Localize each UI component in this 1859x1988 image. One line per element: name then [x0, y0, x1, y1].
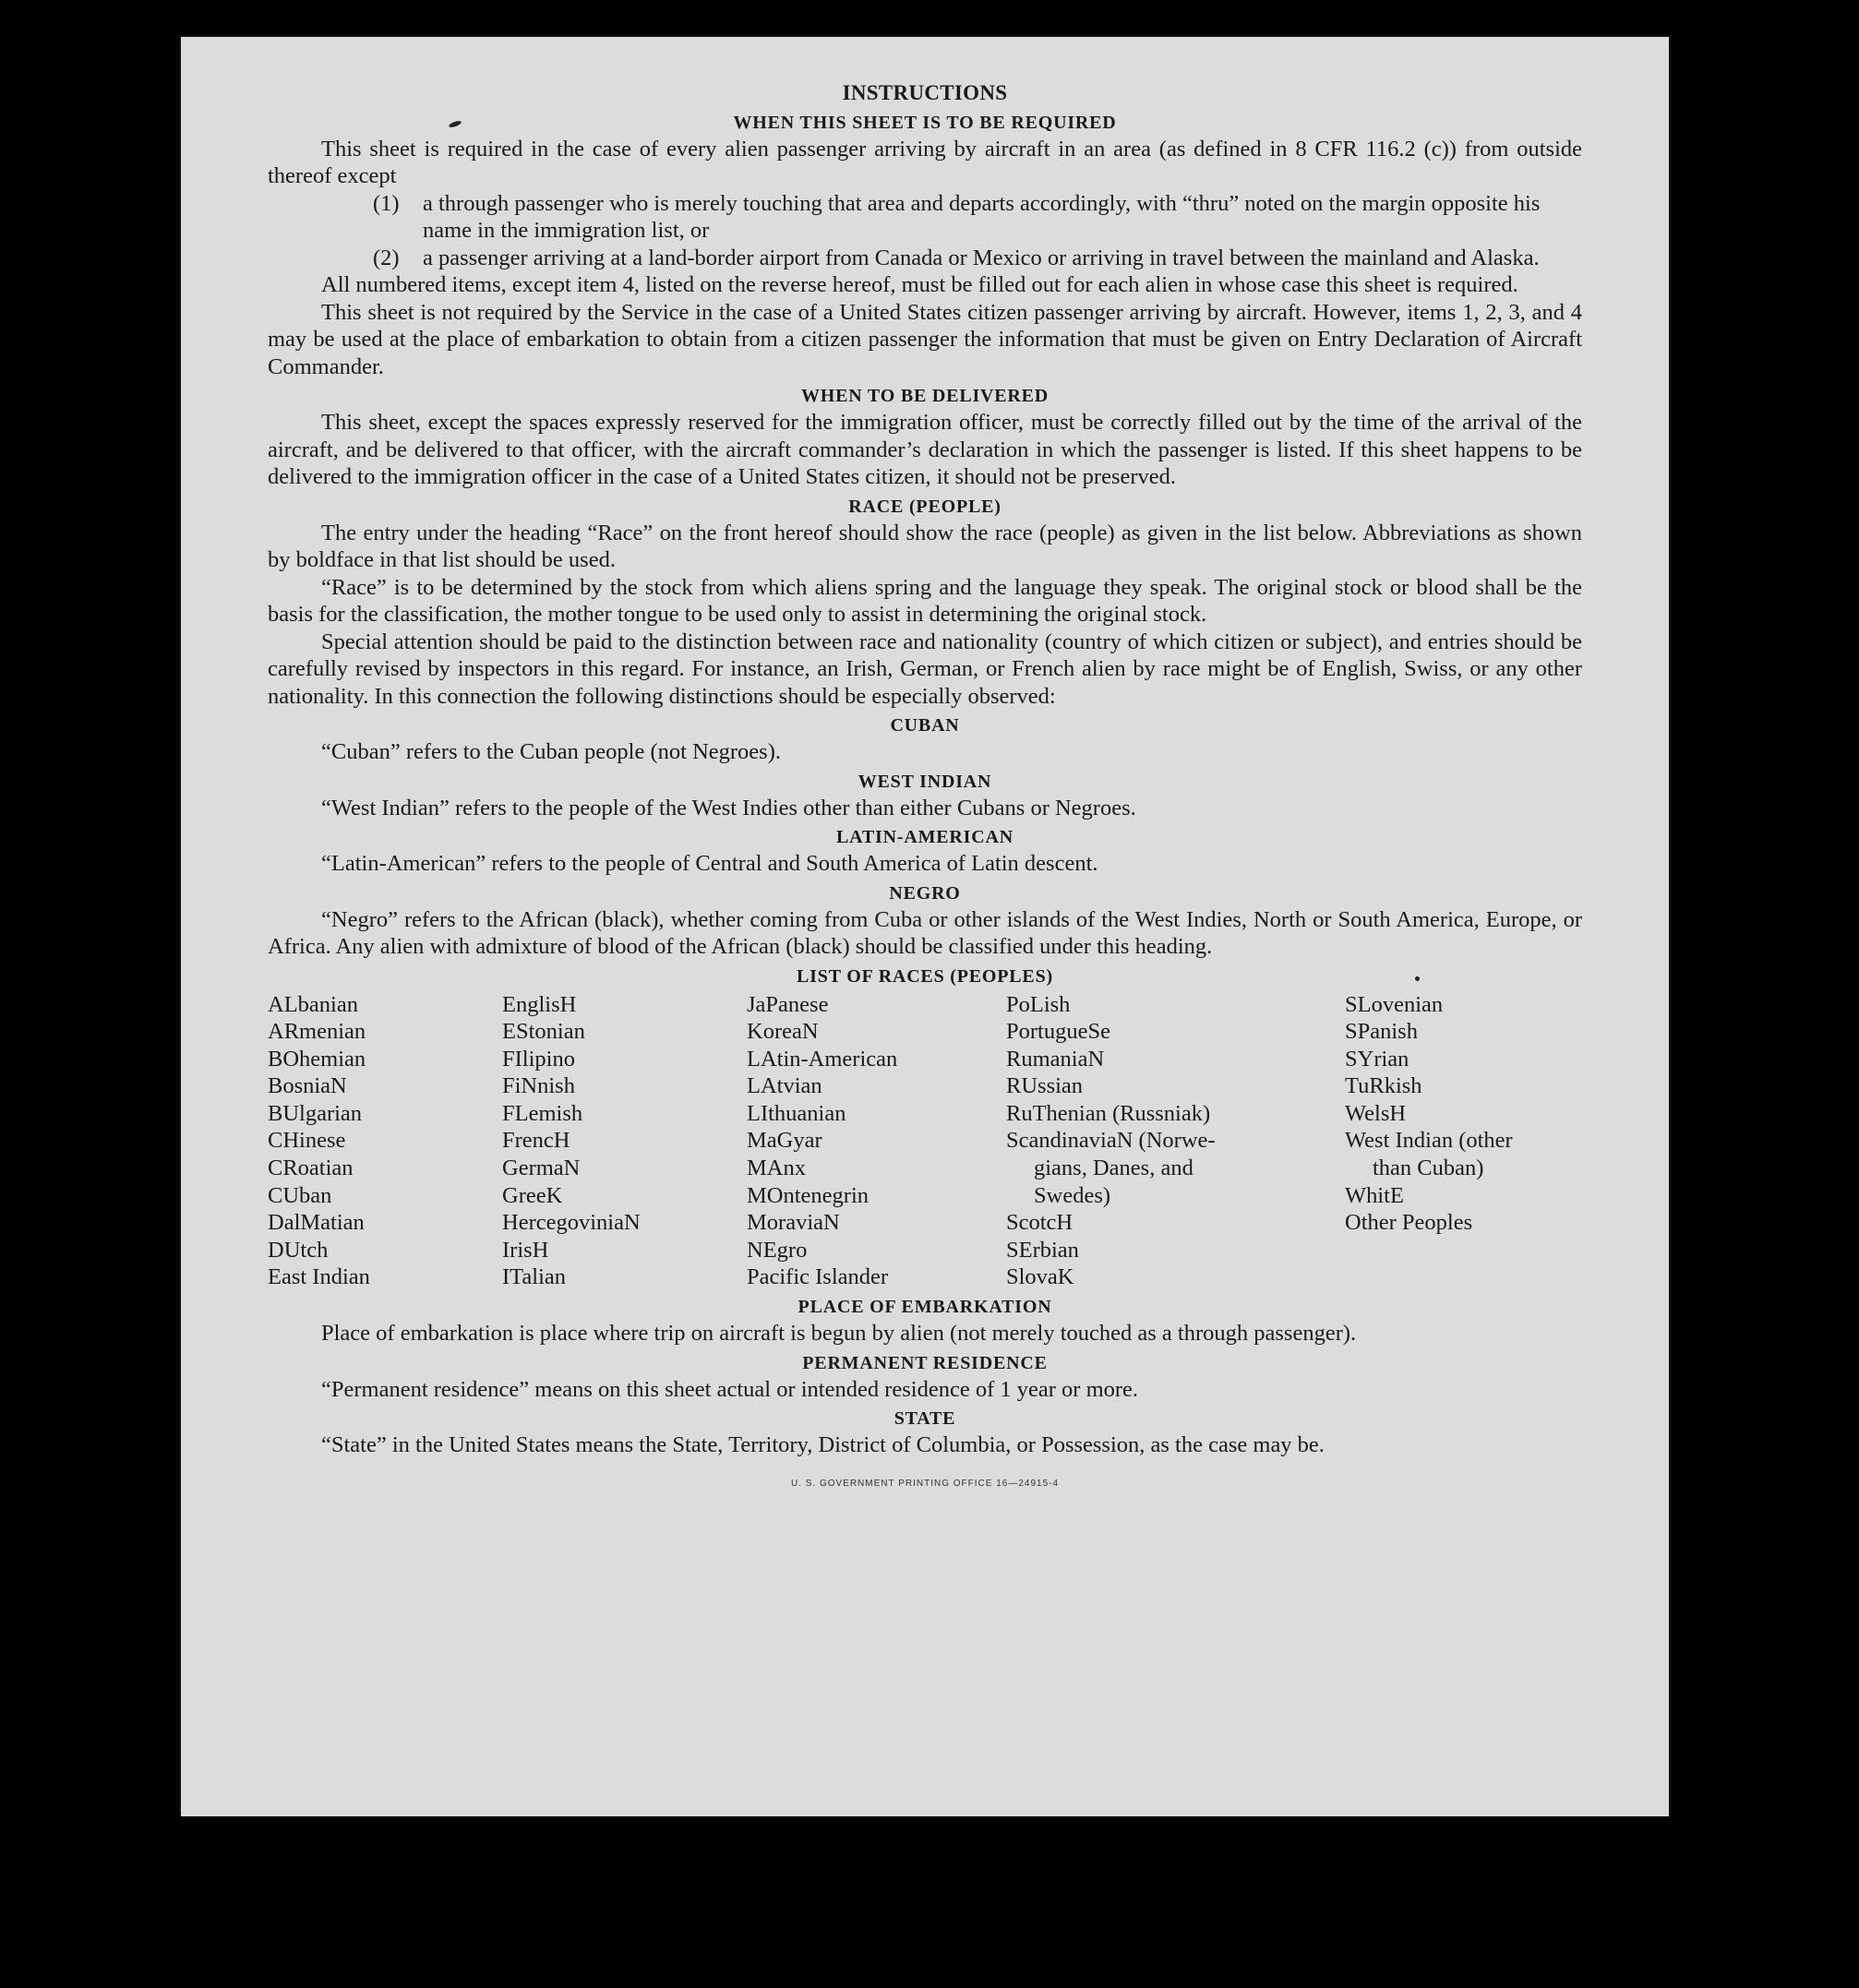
race-item: GreeK — [502, 1182, 563, 1208]
race-item: SLovenian — [1345, 991, 1444, 1017]
heading-permanent-residence: PERMANENT RESIDENCE — [802, 1352, 1048, 1373]
race-item-continued: than Cuban) — [1373, 1156, 1484, 1181]
race-item: GermaN — [502, 1156, 581, 1181]
race-item: RuThenian (Russniak) — [1006, 1100, 1211, 1126]
paragraph: “Permanent residence” means on this sheet actual or intended residence of 1 year or more. — [321, 1376, 1139, 1402]
heading-west-indian: WEST INDIAN — [858, 771, 992, 792]
heading-required: WHEN THIS SHEET IS TO BE REQUIRED — [733, 112, 1117, 133]
race-item: BUlgarian — [268, 1100, 363, 1126]
race-item: EStonian — [502, 1019, 585, 1045]
race-item: FrencH — [502, 1128, 570, 1154]
race-item: LAtvian — [747, 1073, 822, 1099]
race-item: BosniaN — [268, 1073, 347, 1099]
race-item: MaGyar — [747, 1128, 822, 1154]
race-item: TuRkish — [1345, 1073, 1422, 1099]
paragraph: Place of embarkation is place where trip on aircraft is begun by alien (not merely touched as a through passenger). — [321, 1321, 1357, 1347]
race-item: FiNnish — [502, 1073, 575, 1099]
race-item: JaPanese — [747, 991, 829, 1017]
ink-mark — [1415, 976, 1420, 981]
race-item: SlovaK — [1006, 1264, 1074, 1290]
race-item: DalMatian — [268, 1210, 365, 1236]
paragraph: This sheet, except the spaces expressly reserved for the immigration officer, must be correctly filled out by the time of the arrival of the aircraft, and be delivered to that officer, with the aircraft commander’s declaration in which the passenger is listed. If this sheet happens to be delivered to the immigration officer in the case of a United States citizen, it should not be preserved. — [268, 410, 1582, 489]
item-number: (1) — [373, 190, 400, 216]
race-item: PortugueSe — [1006, 1019, 1110, 1045]
paragraph: “Latin-American” refers to the people of Central and South America of Latin descent. — [321, 851, 1098, 876]
document-body — [268, 79, 1582, 1497]
race-item: KoreaN — [747, 1019, 819, 1045]
paragraph: This sheet is not required by the Service in the case of a United States citizen passenger arriving by aircraft. However, items 1, 2, 3, and 4 may be used at the place of embarkation to obtain from a citizen passenger the information that must be given on Entry Declaration of Aircraft Commander. — [268, 299, 1582, 379]
heading-embarkation: PLACE OF EMBARKATION — [798, 1297, 1052, 1318]
race-item: WhitE — [1345, 1182, 1404, 1208]
race-item: ScotcH — [1006, 1210, 1073, 1236]
paragraph: “Race” is to be determined by the stock from which aliens spring and the language they speak. The original stock or blood shall be the basis for the classification, the mother tongue to be used only to assist in determining the original stock. — [268, 574, 1582, 627]
heading-delivered: WHEN TO BE DELIVERED — [800, 386, 1049, 406]
race-item: MoraviaN — [747, 1210, 840, 1236]
races-column-2 — [502, 991, 747, 1292]
race-item: FLemish — [502, 1100, 583, 1126]
race-item: ITalian — [502, 1264, 567, 1290]
race-item: ALbanian — [268, 991, 358, 1017]
race-item: CUban — [268, 1182, 332, 1208]
race-item: WelsH — [1345, 1100, 1407, 1126]
race-item-continued: Swedes) — [1034, 1182, 1111, 1208]
race-item: DUtch — [268, 1237, 329, 1263]
race-item: EnglisH — [502, 991, 577, 1017]
race-item: RUssian — [1006, 1073, 1084, 1099]
item-text: a passenger arriving at a land-border airport from Canada or Mexico or arriving in travel between the mainland and Alaska. — [423, 245, 1540, 270]
heading-negro: NEGRO — [889, 882, 961, 904]
race-item: LIthuanian — [747, 1100, 846, 1126]
document-sheet — [181, 37, 1669, 1816]
races-column-5 — [1345, 991, 1582, 1292]
race-item: CHinese — [268, 1128, 346, 1154]
race-item: LAtin-American — [747, 1046, 898, 1072]
race-item: PoLish — [1006, 991, 1071, 1017]
race-item: BOhemian — [268, 1046, 366, 1072]
heading-race: RACE (PEOPLE) — [848, 496, 1001, 517]
numbered-item — [373, 245, 1582, 272]
race-item: MAnx — [747, 1156, 806, 1181]
page-title: INSTRUCTIONS — [842, 81, 1008, 104]
paragraph: The entry under the heading “Race” on the front hereof should show the race (people) as given in the list below. Abbreviations as shown by boldface in that list should be used. — [268, 520, 1582, 572]
heading-list-of-races: LIST OF RACES (PEOPLES) — [797, 965, 1053, 987]
race-item-continued: gians, Danes, and — [1034, 1156, 1193, 1181]
race-item: IrisH — [502, 1237, 549, 1263]
heading-state: STATE — [894, 1408, 956, 1430]
paragraph: Special attention should be paid to the distinction between race and nationality (country of which citizen or subject), and entries should be carefully revised by inspectors in this regard. For instance, an Irish, German, or French alien by race might be of English, Swiss, or any other nationality. In this connection the following distinctions should be especially observed: — [268, 629, 1582, 709]
paragraph: “Cuban” refers to the Cuban people (not Negroes). — [321, 739, 781, 764]
numbered-item — [373, 190, 1582, 245]
race-item: CRoatian — [268, 1156, 354, 1181]
heading-latin-american: LATIN-AMERICAN — [836, 827, 1013, 847]
race-item: NEgro — [747, 1237, 808, 1263]
paragraph: “West Indian” refers to the people of the West Indies other than either Cubans or Negroes. — [321, 795, 1136, 820]
item-text: a through passenger who is merely touching that area and departs accordingly, with “thru” noted on the margin opposite his name in the immigration list, or — [423, 190, 1541, 243]
paragraph: This sheet is required in the case of every alien passenger arriving by aircraft in an area (as defined in 8 CFR 116.2 (c)) from outside thereof except — [268, 136, 1582, 188]
race-item: SYrian — [1345, 1046, 1409, 1072]
race-item: ScandinaviaN (Norwe- — [1006, 1128, 1216, 1154]
race-item: HercegoviniaN — [502, 1210, 641, 1236]
race-item: SErbian — [1006, 1237, 1079, 1263]
item-number: (2) — [373, 245, 400, 270]
races-column-1 — [268, 991, 502, 1292]
races-column-4 — [1006, 991, 1345, 1292]
heading-cuban: CUBAN — [890, 715, 960, 736]
race-item: SPanish — [1345, 1019, 1418, 1045]
paragraph: “State” in the United States means the State, Territory, District of Columbia, or Possession, as the case may be. — [321, 1432, 1325, 1458]
printing-office-imprint: U. S. GOVERNMENT PRINTING OFFICE 16—24915-4 — [790, 1478, 1060, 1489]
races-column-3 — [747, 991, 1006, 1292]
race-item: ARmenian — [268, 1019, 366, 1045]
race-item: MOntenegrin — [747, 1182, 869, 1208]
race-item: RumaniaN — [1006, 1046, 1105, 1072]
race-item: West Indian (other — [1345, 1128, 1513, 1154]
paragraph: All numbered items, except item 4, listed on the reverse hereof, must be filled out for each alien in whose case this sheet is required. — [321, 272, 1518, 297]
race-item: East Indian — [268, 1264, 370, 1290]
race-item: FIlipino — [502, 1046, 575, 1072]
race-item: Pacific Islander — [747, 1264, 889, 1290]
paragraph: “Negro” refers to the African (black), whether coming from Cuba or other islands of the West Indies, North or South America, Europe, or Africa. Any alien with admixture of blood of the African (black) should be classified under this heading. — [268, 906, 1582, 959]
race-item: Other Peoples — [1345, 1210, 1473, 1236]
races-list — [268, 991, 1582, 1292]
